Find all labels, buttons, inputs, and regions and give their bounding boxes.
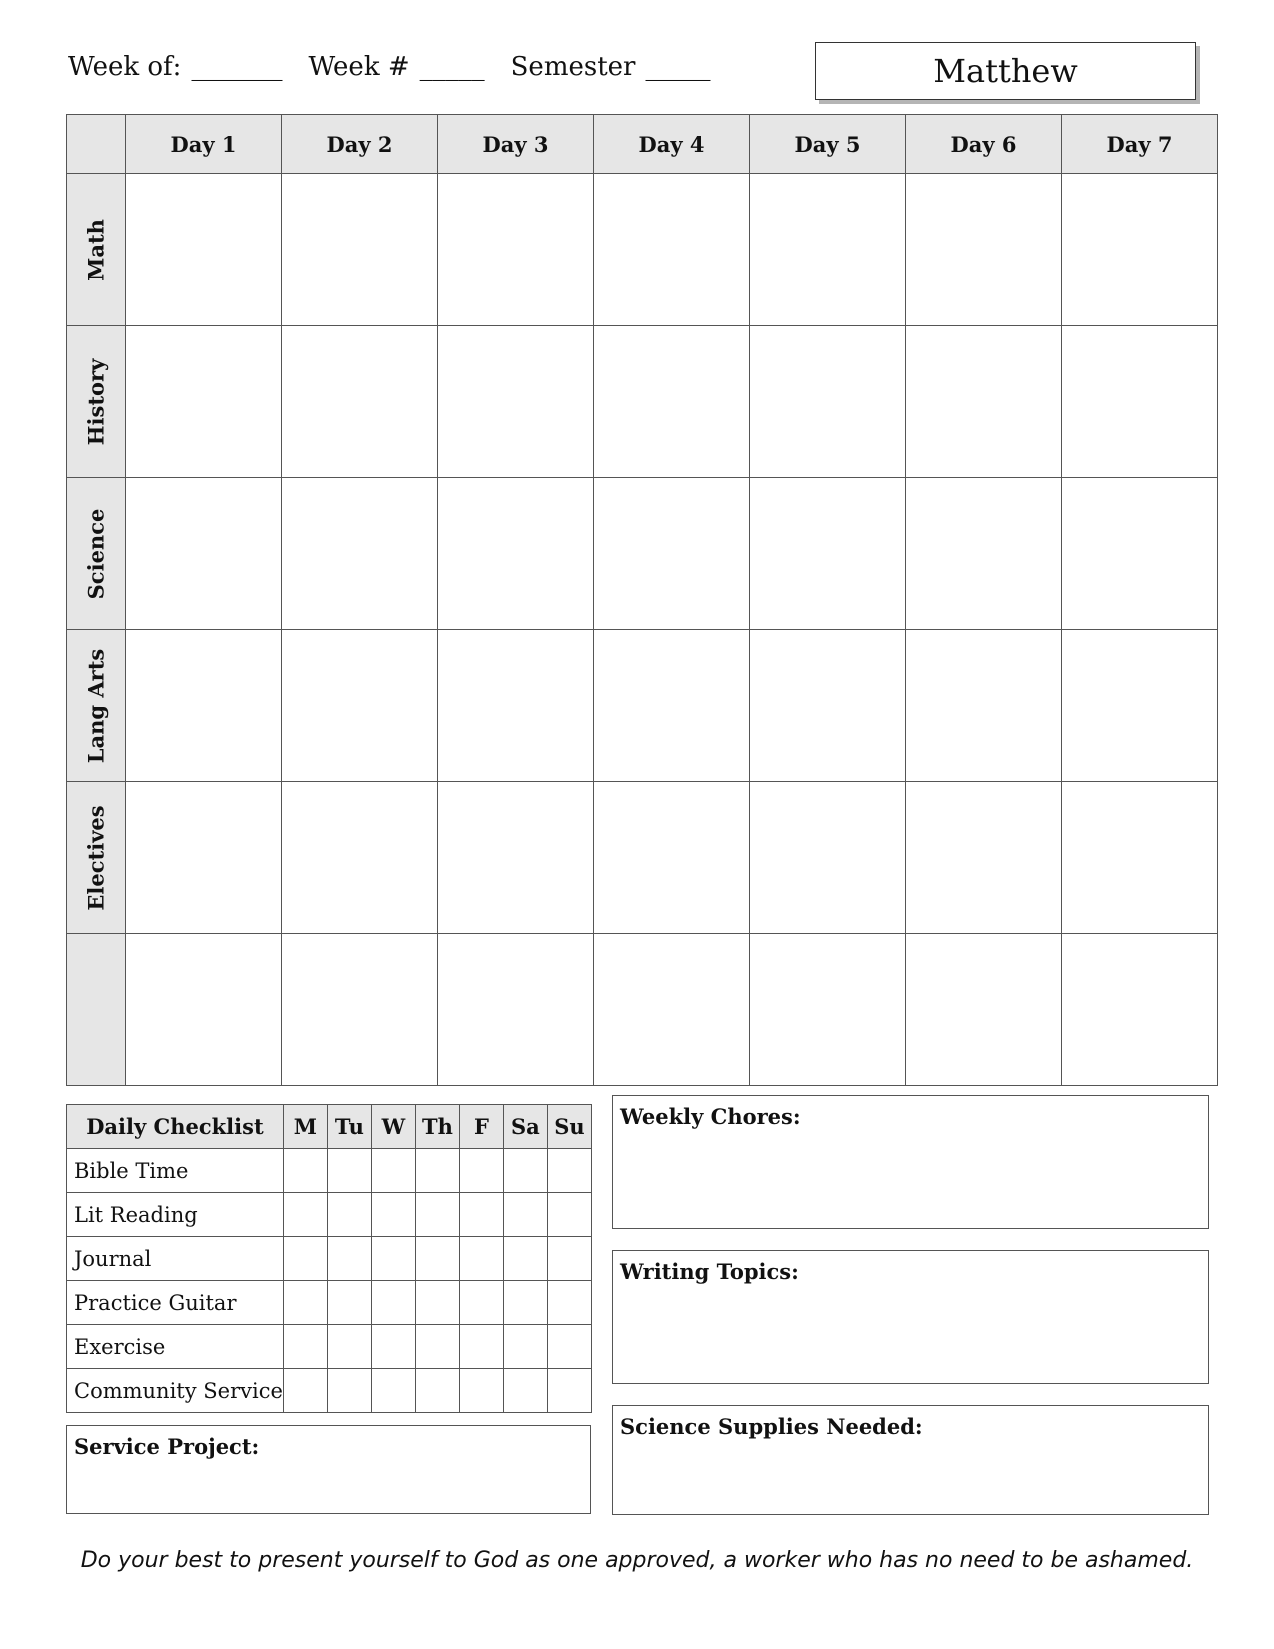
schedule-cell[interactable]: [750, 782, 906, 934]
week-number-field[interactable]: _____: [419, 52, 485, 82]
checklist-box[interactable]: [415, 1325, 459, 1369]
checklist-box[interactable]: [459, 1325, 503, 1369]
checklist-row: [67, 1149, 592, 1193]
day-header: Day 3: [438, 115, 594, 174]
schedule-cell[interactable]: [1062, 782, 1218, 934]
subject-header-history: [67, 326, 126, 478]
checklist-box[interactable]: [371, 1281, 415, 1325]
checklist-box[interactable]: [283, 1237, 327, 1281]
weekly-chores-panel[interactable]: [612, 1095, 1209, 1229]
checklist-title: Daily Checklist: [67, 1105, 284, 1149]
schedule-cell[interactable]: [282, 934, 438, 1086]
schedule-cell[interactable]: [906, 478, 1062, 630]
checklist-box[interactable]: [327, 1237, 371, 1281]
checklist-day-header: Sa: [503, 1105, 547, 1149]
checklist-box[interactable]: [415, 1369, 459, 1413]
checklist-box[interactable]: [503, 1193, 547, 1237]
subject-header-science: [67, 478, 126, 630]
checklist-item-label: Lit Reading: [67, 1193, 284, 1237]
checklist-box[interactable]: [459, 1149, 503, 1193]
checklist-box[interactable]: [503, 1281, 547, 1325]
schedule-cell[interactable]: [750, 934, 906, 1086]
day-header: Day 6: [906, 115, 1062, 174]
weekly-chores-title: Weekly Chores:: [620, 1104, 801, 1129]
schedule-cell[interactable]: [750, 326, 906, 478]
schedule-cell[interactable]: [126, 174, 282, 326]
checklist-day-header: Tu: [327, 1105, 371, 1149]
checklist-box[interactable]: [415, 1237, 459, 1281]
subject-label: Science: [83, 508, 109, 599]
week-of-field[interactable]: _______: [191, 52, 283, 82]
schedule-cell[interactable]: [438, 174, 594, 326]
checklist-box[interactable]: [371, 1193, 415, 1237]
checklist-day-header: Th: [415, 1105, 459, 1149]
schedule-cell[interactable]: [1062, 630, 1218, 782]
schedule-cell[interactable]: [126, 326, 282, 478]
checklist-box[interactable]: [371, 1325, 415, 1369]
schedule-cell[interactable]: [282, 782, 438, 934]
checklist-box[interactable]: [503, 1325, 547, 1369]
checklist-box[interactable]: [371, 1369, 415, 1413]
checklist-box[interactable]: [371, 1237, 415, 1281]
checklist-item-label: Community Service: [67, 1369, 284, 1413]
day-header: Day 4: [594, 115, 750, 174]
schedule-cell[interactable]: [594, 630, 750, 782]
subject-header-math: [67, 174, 126, 326]
schedule-cell[interactable]: [438, 630, 594, 782]
checklist-box[interactable]: [459, 1237, 503, 1281]
checklist-box[interactable]: [503, 1369, 547, 1413]
day-header: Day 1: [126, 115, 282, 174]
checklist-box[interactable]: [415, 1149, 459, 1193]
checklist-box[interactable]: [459, 1193, 503, 1237]
schedule-cell[interactable]: [750, 174, 906, 326]
subject-label: Electives: [83, 804, 109, 911]
header-fields: [68, 52, 710, 82]
schedule-cell[interactable]: [906, 174, 1062, 326]
checklist-item-label: Exercise: [67, 1325, 284, 1369]
schedule-cell[interactable]: [594, 782, 750, 934]
schedule-cell[interactable]: [594, 934, 750, 1086]
daily-checklist: [66, 1104, 592, 1413]
writing-topics-title: Writing Topics:: [620, 1259, 799, 1284]
checklist-box[interactable]: [371, 1149, 415, 1193]
checklist-box[interactable]: [415, 1281, 459, 1325]
checklist-box[interactable]: [283, 1149, 327, 1193]
checklist-box[interactable]: [547, 1369, 591, 1413]
semester-field[interactable]: _____: [645, 52, 711, 82]
checklist-day-header: Su: [547, 1105, 591, 1149]
checklist-day-header: F: [459, 1105, 503, 1149]
day-header: Day 7: [1062, 115, 1218, 174]
checklist-row: [67, 1237, 592, 1281]
weekly-schedule-grid: [66, 114, 1218, 1086]
checklist-box[interactable]: [327, 1281, 371, 1325]
footer-quote: Do your best to present yourself to God as one approved, a worker who has no need to be ashamed.: [80, 1548, 1194, 1573]
checklist-box[interactable]: [327, 1369, 371, 1413]
checklist-box[interactable]: [327, 1193, 371, 1237]
schedule-cell[interactable]: [438, 934, 594, 1086]
week-number-label: Week #: [308, 52, 410, 82]
schedule-cell[interactable]: [906, 630, 1062, 782]
subject-header-electives: [67, 782, 126, 934]
schedule-cell[interactable]: [126, 782, 282, 934]
checklist-box[interactable]: [547, 1237, 591, 1281]
schedule-cell[interactable]: [594, 326, 750, 478]
semester-label: Semester: [510, 52, 636, 82]
grid-corner: [67, 115, 126, 174]
subject-header-lang-arts: [67, 630, 126, 782]
checklist-box[interactable]: [283, 1193, 327, 1237]
checklist-item-label: Bible Time: [67, 1149, 284, 1193]
checklist-box[interactable]: [547, 1193, 591, 1237]
checklist-box[interactable]: [283, 1369, 327, 1413]
schedule-cell[interactable]: [126, 478, 282, 630]
schedule-cell[interactable]: [906, 782, 1062, 934]
subject-header-blank: [67, 934, 126, 1086]
checklist-item-label: Practice Guitar: [67, 1281, 284, 1325]
checklist-day-header: W: [371, 1105, 415, 1149]
checklist-box[interactable]: [283, 1325, 327, 1369]
checklist-row: [67, 1193, 592, 1237]
checklist-box[interactable]: [547, 1325, 591, 1369]
schedule-cell[interactable]: [438, 782, 594, 934]
checklist-item-label: Journal: [67, 1237, 284, 1281]
checklist-box[interactable]: [547, 1281, 591, 1325]
subject-label: Lang Arts: [83, 648, 109, 763]
week-of-label: Week of:: [68, 52, 182, 82]
student-name-box: [815, 42, 1196, 100]
schedule-cell[interactable]: [282, 326, 438, 478]
checklist-row: [67, 1281, 592, 1325]
service-project-title: Service Project:: [74, 1434, 260, 1459]
checklist-box[interactable]: [503, 1149, 547, 1193]
checklist-row: [67, 1369, 592, 1413]
schedule-cell[interactable]: [594, 174, 750, 326]
schedule-cell[interactable]: [906, 326, 1062, 478]
schedule-cell[interactable]: [126, 630, 282, 782]
subject-label: Math: [83, 218, 109, 281]
subject-label: History: [83, 358, 109, 445]
checklist-day-header: M: [283, 1105, 327, 1149]
day-header: Day 5: [750, 115, 906, 174]
schedule-cell[interactable]: [1062, 934, 1218, 1086]
schedule-cell[interactable]: [906, 934, 1062, 1086]
checklist-box[interactable]: [283, 1281, 327, 1325]
checklist-box[interactable]: [327, 1149, 371, 1193]
checklist-box[interactable]: [459, 1369, 503, 1413]
schedule-cell[interactable]: [1062, 326, 1218, 478]
checklist-box[interactable]: [547, 1149, 591, 1193]
schedule-cell[interactable]: [1062, 174, 1218, 326]
checklist-box[interactable]: [503, 1237, 547, 1281]
science-supplies-title: Science Supplies Needed:: [620, 1414, 923, 1439]
student-name: Matthew: [933, 52, 1078, 90]
writing-topics-panel[interactable]: [612, 1250, 1209, 1384]
schedule-cell[interactable]: [1062, 478, 1218, 630]
checklist-box[interactable]: [459, 1281, 503, 1325]
schedule-cell[interactable]: [282, 174, 438, 326]
schedule-cell[interactable]: [282, 478, 438, 630]
science-supplies-panel[interactable]: [612, 1405, 1209, 1515]
service-project-panel[interactable]: [66, 1425, 591, 1514]
schedule-cell[interactable]: [438, 326, 594, 478]
schedule-cell[interactable]: [438, 478, 594, 630]
day-header: Day 2: [282, 115, 438, 174]
checklist-row: [67, 1325, 592, 1369]
schedule-cell[interactable]: [594, 478, 750, 630]
checklist-box[interactable]: [415, 1193, 459, 1237]
schedule-cell[interactable]: [750, 478, 906, 630]
schedule-cell[interactable]: [750, 630, 906, 782]
schedule-cell[interactable]: [126, 934, 282, 1086]
schedule-cell[interactable]: [282, 630, 438, 782]
checklist-box[interactable]: [327, 1325, 371, 1369]
